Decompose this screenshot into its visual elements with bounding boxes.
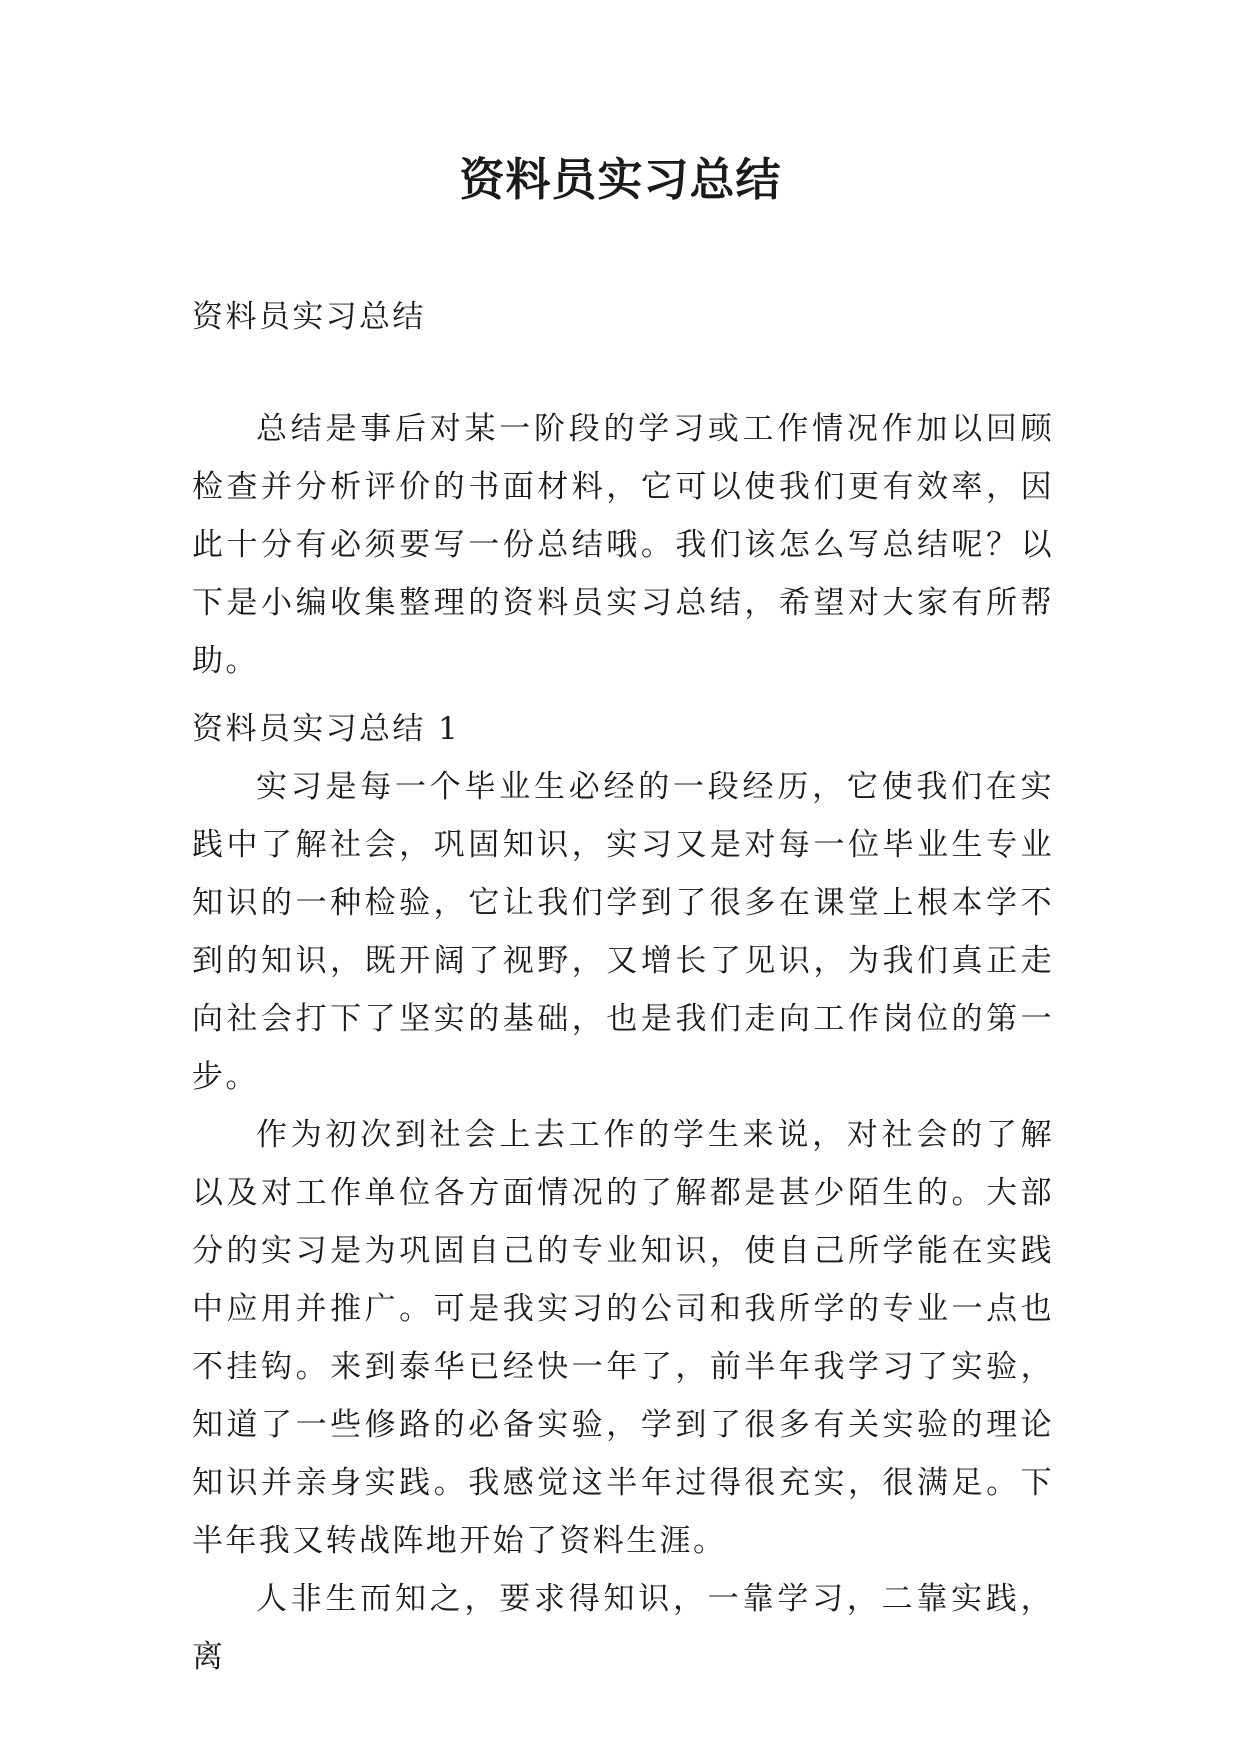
- body-paragraph-1: 实习是每一个毕业生必经的一段经历，它使我们在实践中了解社会，巩固知识，实习又是对每一位毕业生专业知识的一种检验，它让我们学到了很多在课堂上根本学不到的知识，既开阔了视野，又增长了见识，为我们真正走向社会打下了坚实的基础，也是我们走向工作岗位的第一步。: [192, 769, 1054, 1095]
- section-heading: 资料员实习总结 1: [192, 711, 461, 747]
- section-body: [192, 758, 1054, 1686]
- document-subtitle: 资料员实习总结: [192, 299, 426, 335]
- body-paragraph-3: 人非生而知之，要求得知识，一靠学习，二靠实践，离: [192, 1581, 1054, 1675]
- intro-paragraph: 总结是事后对某一阶段的学习或工作情况作加以回顾检查并分析评价的书面材料，它可以使我们更有效率，因此十分有必须要写一份总结哦。我们该怎么写总结呢？以下是小编收集整理的资料员实习总结，希望对大家有所帮助。: [192, 411, 1054, 679]
- body-paragraph-2: 作为初次到社会上去工作的学生来说，对社会的了解以及对工作单位各方面情况的了解都是甚少陌生的。大部分的实习是为巩固自己的专业知识，使自己所学能在实践中应用并推广。可是我实习的公司和我所学的专业一点也不挂钩。来到泰华已经快一年了，前半年我学习了实验，知道了一些修路的必备实验，学到了很多有关实验的理论知识并亲身实践。我感觉这半年过得很充实，很满足。下半年我又转战阵地开始了资料生涯。: [192, 1117, 1054, 1559]
- document-title: 资料员实习总结: [459, 153, 782, 206]
